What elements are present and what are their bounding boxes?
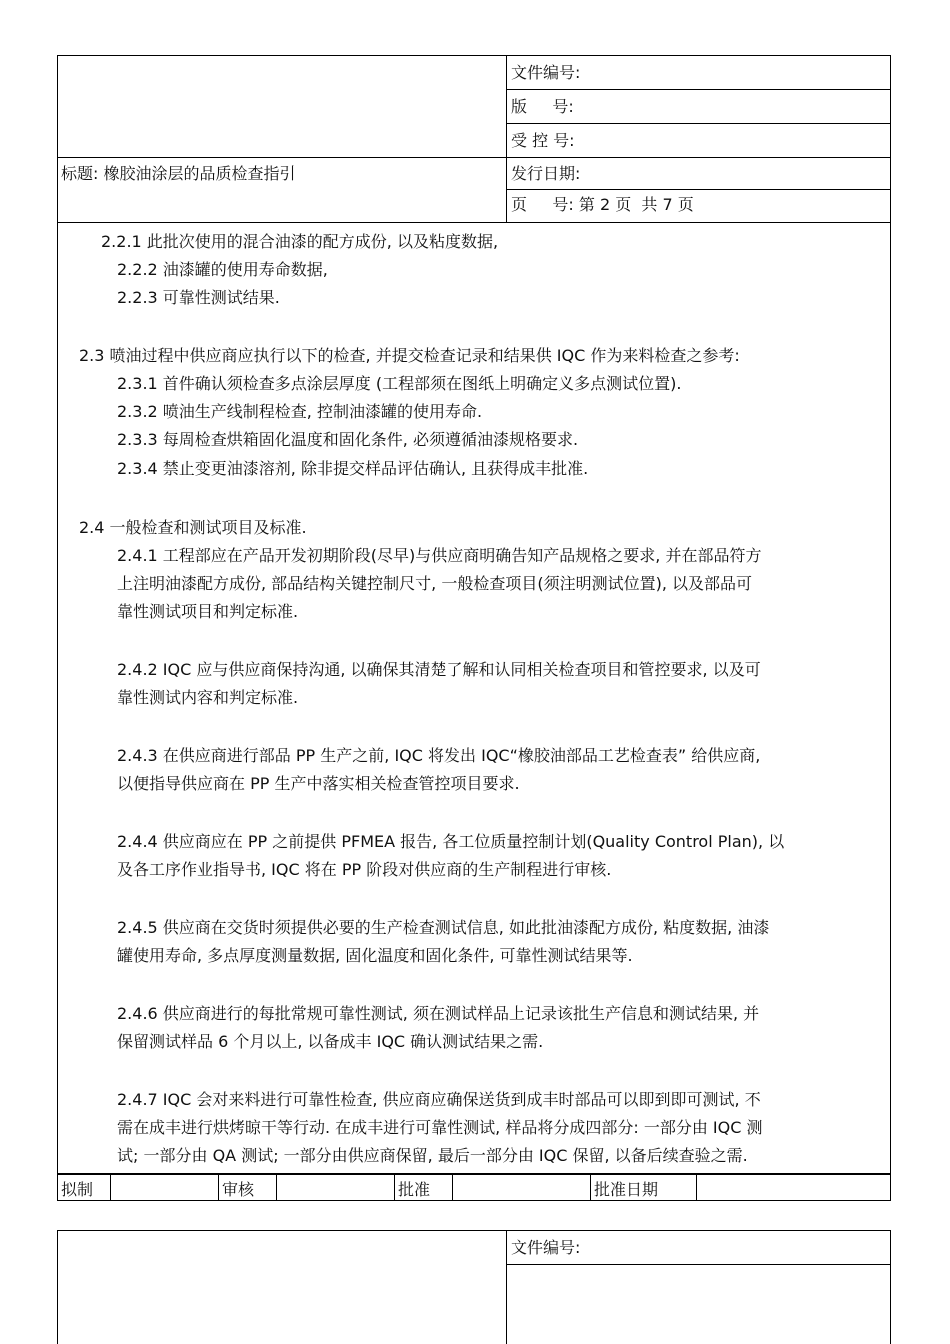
item-2-4-1-line3: 靠性测试项目和判定标准. [117,602,299,621]
item-2-4-4-line1: 2.4.4 供应商应在 PP 之前提供 PFMEA 报告, 各工位质量控制计划(Quality Control Plan), 以 [117,832,785,851]
item-2-3-2: 2.3.2 喷油生产线制程检查, 控制油漆罐的使用寿命. [117,402,483,421]
doc-number-label: 文件编号: [511,63,581,82]
item-2-3-4: 2.3.4 禁止变更油漆溶剂, 除非提交样品评估确认, 且获得成丰批准. [117,459,589,478]
section-2-3: 2.3 喷油过程中供应商应执行以下的检查, 并提交检查记录和结果供 IQC 作为来料检查之参考: [79,346,740,365]
item-2-4-3-line1: 2.4.3 在供应商进行部品 PP 生产之前, IQC 将发出 IQC“橡胶油部品工艺检查表” 给供应商, [117,746,761,765]
document-body [59,222,889,1172]
section-2-4: 2.4 一般检查和测试项目及标准. [79,518,307,537]
issue-date-label: 发行日期: [511,164,581,183]
control-number-label: 受 控 号: [511,131,575,150]
approval-date-label: 批准日期 [594,1180,659,1199]
item-2-2-3: 2.2.3 可靠性测试结果. [117,288,280,307]
item-2-4-6-line2: 保留测试样品 6 个月以上, 以备成丰 IQC 确认测试结果之需. [117,1032,544,1051]
item-2-4-1-line1: 2.4.1 工程部应在产品开发初期阶段(尽早)与供应商明确告知产品规格之要求, 并在部品符方 [117,546,762,565]
item-2-3-1: 2.3.1 首件确认须检查多点涂层厚度 (工程部须在图纸上明确定义多点测试位置). [117,374,682,393]
item-2-4-3-line2: 以便指导供应商在 PP 生产中落实相关检查管控项目要求. [117,774,520,793]
item-2-4-7-line2: 需在成丰进行烘烤晾干等行动. 在成丰进行可靠性测试, 样品将分成四部分: 一部分由 IQC 测 [117,1118,763,1137]
item-2-3-3: 2.3.3 每周检查烘箱固化温度和固化条件, 必须遵循油漆规格要求. [117,430,579,449]
signature-row [57,1174,891,1201]
item-2-4-6-line1: 2.4.6 供应商进行的每批常规可靠性测试, 须在测试样品上记录该批生产信息和测试结果, 并 [117,1004,760,1023]
approved-by-label: 批准 [398,1180,431,1199]
item-2-4-5-line2: 罐使用寿命, 多点厚度测量数据, 固化温度和固化条件, 可靠性测试结果等. [117,946,633,965]
header-table [57,55,891,223]
item-2-4-7-line1: 2.4.7 IQC 会对来料进行可靠性检查, 供应商应确保送货到成丰时部品可以即到即可测试, 不 [117,1090,761,1109]
item-2-2-1: 2.2.1 此批次使用的混合油漆的配方成份, 以及粘度数据, [101,232,499,251]
item-2-4-2-line1: 2.4.2 IQC 应与供应商保持沟通, 以确保其清楚了解和认同相关检查项目和管控要求, 以及可 [117,660,761,679]
item-2-2-2: 2.2.2 油漆罐的使用寿命数据, [117,260,328,279]
document-title: 标题: 橡胶油涂层的品质检查指引 [61,164,296,183]
version-label: 版 号: [511,97,574,116]
item-2-4-2-line2: 靠性测试内容和判定标准. [117,688,299,707]
drafted-by-label: 拟制 [61,1180,94,1199]
reviewed-by-label: 审核 [222,1180,255,1199]
next-page-header [57,1230,891,1344]
page-number-label: 页 号: 第 2 页 共 7 页 [511,195,694,214]
item-2-4-5-line1: 2.4.5 供应商在交货时须提供必要的生产检查测试信息, 如此批油漆配方成份, 粘度数据, 油漆 [117,918,770,937]
next-page-doc-number-label: 文件编号: [511,1238,581,1257]
item-2-4-7-line3: 试; 一部分由 QA 测试; 一部分由供应商保留, 最后一部分由 IQC 保留, 以备后续查验之需. [117,1146,748,1165]
item-2-4-1-line2: 上注明油漆配方成份, 部品结构关键控制尺寸, 一般检查项目(须注明测试位置), 以及部品可 [117,574,753,593]
item-2-4-4-line2: 及各工序作业指导书, IQC 将在 PP 阶段对供应商的生产制程进行审核. [117,860,612,879]
